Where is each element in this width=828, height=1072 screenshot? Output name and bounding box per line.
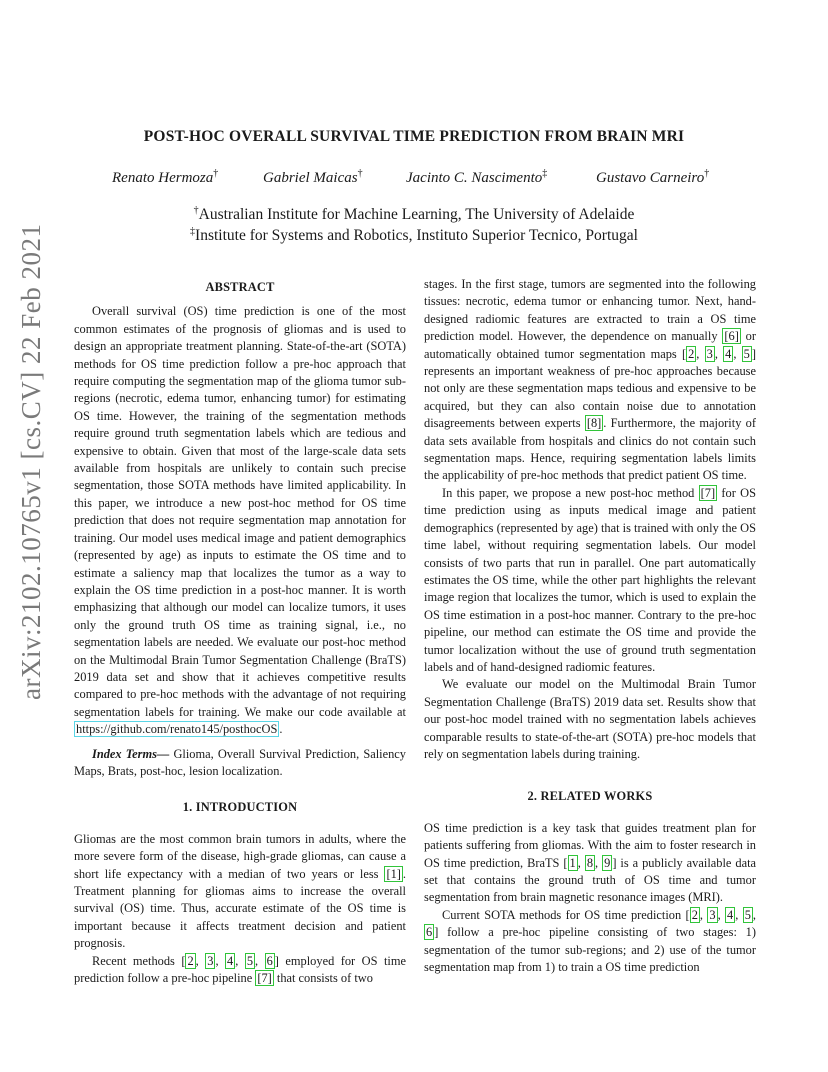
citation-link[interactable]: 5: [744, 907, 751, 922]
intro-paragraph-1: Gliomas are the most common brain tumors in adults, where the more severe form of the disease, high-grade gliomas, can cause a short life expectancy with a median of two years or less [1] . Treatment planning for gliomas aims to increase the overall survival (OS) time. Thus, accurate estimate of the OS time is important because it affects treatment decision and patient prognosis.: [74, 831, 406, 951]
affiliation-1: †Australian Institute for Machine Learning, The University of Adelaide: [193, 205, 635, 224]
right-column: [424, 276, 756, 976]
citation-link[interactable]: [6]: [724, 329, 739, 344]
citation-link[interactable]: [7]: [700, 485, 716, 500]
intro-paragraph-4: In this paper, we propose a new post-hoc method [7] for OS time prediction using as inputs medical image and patient demographics (represented by age) that is trained with only the OS time label, without requiring segmentation labels. Our model consists of two parts that run in parallel. One part automatically estimates the OS time, while the other part highlights the relevant image region that localizes the tumor, which is used to explain the OS time estimation in a post-hoc manner. Contrary to the pre-hoc pipeline, our method can estimate the OS time and provide the tumor localization without the use of ground truth segmentation labels and of hand-designed radiomic features.: [424, 485, 756, 674]
citation-link[interactable]: [7]: [257, 971, 272, 986]
author-3: Jacinto C. Nascimento‡: [406, 168, 548, 186]
left-column: [74, 279, 406, 987]
intro-paragraph-3: stages. In the first stage, tumors are segmented into the following tissues: necrotic, edema tumor or enhancing tumor. Next, hand-designed radiomic features are extracted to train a OS time prediction model. However, the dependence on manually [6] or automatically obtained tumor segmentation maps [ 2 , 3 , 4 , 5 ] represents an important weakness of pre-hoc approaches because not only are these segmentation maps tedious and expensive to be acquired, but they can also contain noise due to annotation disagreements between experts [8] . Furthermore, the majority of data sets available from hospitals and clinics do not contain such segmentation maps. Hence, requiring segmentation labels limits the applicability of pre-hoc methods that predict patient OS time.: [424, 277, 756, 483]
code-link[interactable]: https://github.com/renato145/posthocOS: [76, 722, 278, 737]
citation-link[interactable]: 2: [187, 953, 194, 968]
citation-link[interactable]: 3: [207, 953, 214, 968]
citation-link[interactable]: 3: [709, 907, 716, 922]
citation-link[interactable]: 5: [246, 953, 254, 968]
intro-paragraph-2: Recent methods [ 2 , 3 , 4 , 5 , 6 ] employed for OS time prediction follow a pre-hoc pipeline [7] that consists of two: [74, 953, 406, 986]
citation-link[interactable]: 4: [727, 907, 734, 922]
author-2: Gabriel Maicas†: [263, 168, 363, 186]
author-4: Gustavo Carneiro†: [596, 168, 710, 186]
citation-link[interactable]: 1: [569, 855, 576, 870]
index-terms: Index Terms— Glioma, Overall Survival Prediction, Saliency Maps, Brats, post-hoc, lesion localization.: [74, 746, 406, 778]
related-paragraph-2: Current SOTA methods for OS time prediction [ 2 , 3 , 4 , 5 , 6 ] follow a pre-hoc pipeline consisting of two stages: 1) segmentation of the tumor sub-regions; and 2) use of the tumor segmentation map from 1) to train a OS time prediction: [424, 907, 757, 975]
author-1: Renato Hermoza†: [112, 168, 219, 186]
citation-link[interactable]: 2: [688, 346, 695, 361]
abstract-paragraph: Overall survival (OS) time prediction is one of the most common estimates of the prognosis of gliomas and is used to design an appropriate treatment planning. State-of-the-art (SOTA) methods for OS time prediction follow a pre-hoc approach that require computing the segmentation map of the glioma tumor sub-regions (necrotic, edema tumor, enhancing tumor) for estimating OS time. However, the training of the segmentation methods require ground truth segmentation labels which are tedious and expensive to obtain. Given that most of the large-scale data sets available from hospitals are unlikely to contain such precise segmentation, those SOTA methods have limited applicability. In this paper, we introduce a new post-hoc method for OS time prediction that does not require segmentation map annotation for training. Our model uses medical image and patient demographics (represented by age) as inputs to estimate the OS time and to estimate a saliency map that localizes the tumor as a way to explain the OS time prediction in a post-hoc manner. It is worth emphasizing that although our model can localize tumors, it uses only the ground truth OS time as training signal, i.e., no segmentation labels are needed. We evaluate our post-hoc method on the Multimodal Brain Tumor Segmentation Challenge (BraTS) 2019 data set and show that it achieves competitive results compared to pre-hoc methods with the advantage of not requiring segmentation labels for training. We make our code available at https://github.com/renato145/posthocOS .: [74, 304, 406, 737]
arxiv-identifier: arXiv:2102.10765v1 [cs.CV] 22 Feb 2021: [16, 223, 46, 700]
introduction-heading: 1. INTRODUCTION: [182, 800, 298, 815]
citation-link[interactable]: 4: [725, 346, 732, 361]
intro-paragraph-5: We evaluate our model on the Multimodal Brain Tumor Segmentation Challenge (BraTS) 2019 data set. Results show that our post-hoc model trained with no segmentation labels achieves comparable results to state-of-the-art (SOTA) pre-hoc models that rely on segmentation labels during training.: [424, 677, 756, 761]
related-works-heading: 2. RELATED WORKS: [527, 789, 653, 804]
citation-link[interactable]: 6: [266, 953, 273, 968]
citation-link[interactable]: 5: [743, 346, 750, 361]
citation-link[interactable]: 3: [706, 346, 713, 361]
citation-link[interactable]: 4: [227, 953, 234, 968]
citation-link[interactable]: 9: [604, 855, 611, 870]
citation-link[interactable]: 2: [691, 907, 698, 922]
citation-link[interactable]: 6: [426, 925, 433, 940]
citation-link[interactable]: [1]: [386, 866, 401, 881]
citation-link[interactable]: 8: [586, 855, 594, 870]
author-list: [0, 168, 828, 190]
abstract-heading: ABSTRACT: [205, 280, 275, 294]
citation-link[interactable]: [8]: [586, 416, 602, 431]
paper-title: POST-HOC OVERALL SURVIVAL TIME PREDICTION FROM BRAIN MRI: [143, 128, 685, 145]
affiliation-2: ‡Institute for Systems and Robotics, Instituto Superior Tecnico, Portugal: [190, 226, 638, 245]
related-paragraph-1: OS time prediction is a key task that guides treatment plan for patients suffering from gliomas. With the aim to foster research in OS time prediction, BraTS [ 1 , 8 , 9 ] is a publicly available data set that contains the ground truth of OS time and tumor segmentation from brain magnetic resonance images (MRI).: [424, 820, 757, 905]
